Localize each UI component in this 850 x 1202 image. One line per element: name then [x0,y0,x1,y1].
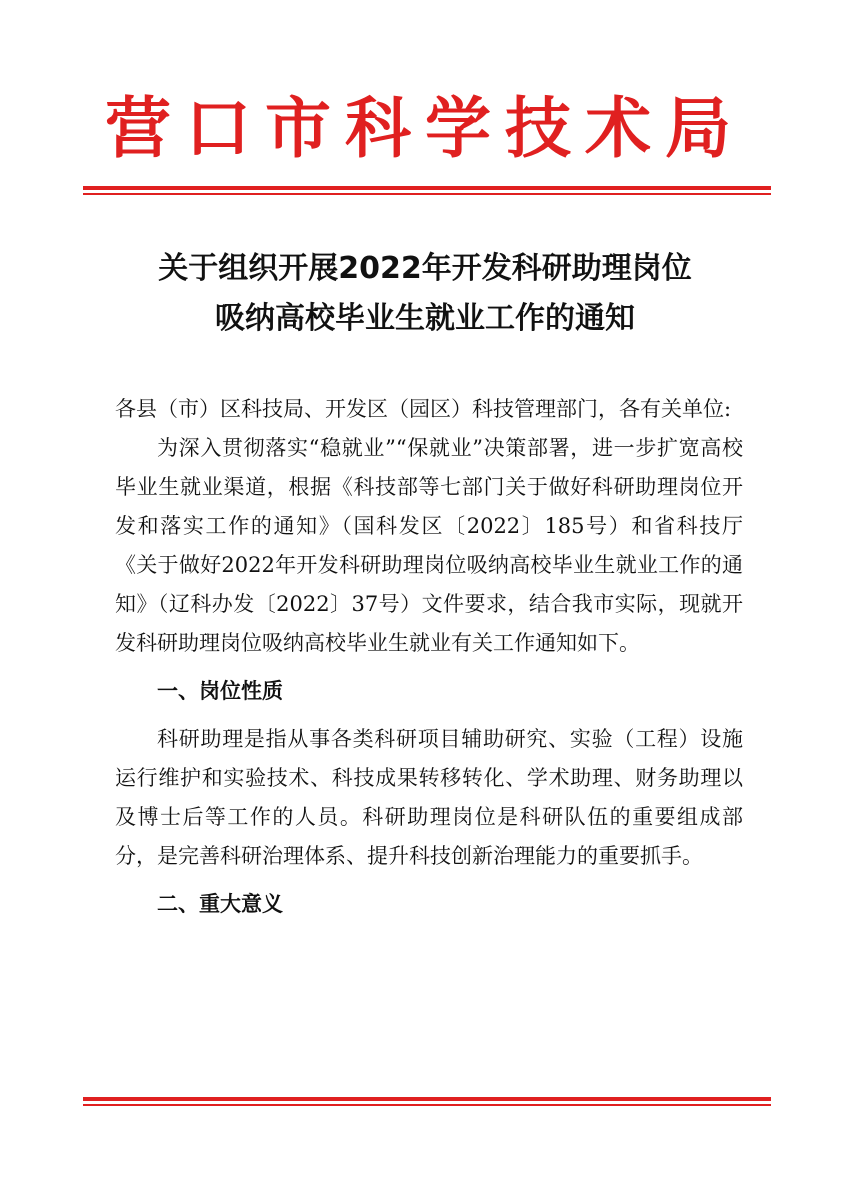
addressee: 各县（市）区科技局、开发区（园区）科技管理部门，各有关单位: [115,397,732,421]
document-title-line-1: 关于组织开展2022年开发科研助理岗位 [158,251,692,286]
letterhead-org-name: 营口市科学技术局 [105,89,745,167]
intro-paragraph: 为深入贯彻落实“稳就业”“保就业”决策部署，进一步扩宽高校毕业生就业渠道，根据《科技部等七部门关于做好科研助理岗位开发和落实工作的通知》（国科发区〔2022〕185号）和省科技厅《关于做好2022年开发科研助理岗位吸纳高校毕业生就业工作的通知》（辽科办发〔2022〕37号）文件要求，结合我市实际，现就开发科研助理岗位吸纳高校毕业生就业有关工作通知如下。 [115,436,743,655]
section-2-heading: 二、重大意义 [157,892,283,916]
letterhead-rule-thick [83,186,771,190]
document-title [0,244,850,344]
footer-rule-thick [83,1097,771,1101]
document-title-line-2: 吸纳高校毕业生就业工作的通知 [215,301,635,336]
footer-rule-thin [83,1104,771,1106]
document-body [115,390,743,924]
section-1-paragraph: 科研助理是指从事各类科研项目辅助研究、实验（工程）设施运行维护和实验技术、科技成果转移转化、学术助理、财务助理以及博士后等工作的人员。科研助理岗位是科研队伍的重要组成部分，是完善科研治理体系、提升科技创新治理能力的重要抓手。 [115,727,743,868]
section-1-heading: 一、岗位性质 [157,679,283,703]
letterhead-rule-thin [83,193,771,195]
